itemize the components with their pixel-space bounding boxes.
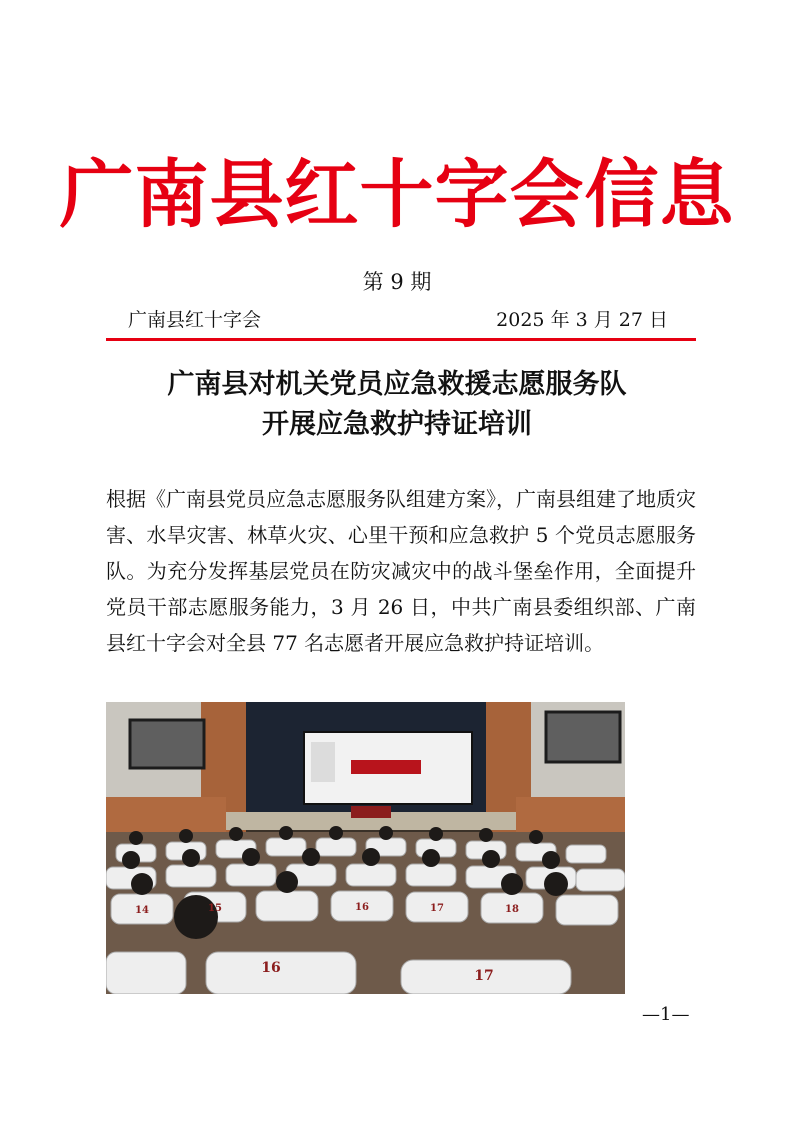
seat-number: 18: [505, 904, 519, 915]
article-paragraph: 根据《广南县党员应急志愿服务队组建方案》，广南县组建了地质灾害、水旱灾害、林草火灾、心里干预和应急救护 5 个党员志愿服务队。为充分发挥基层党员在防灾减灾中的战斗堡垒作用，全面提升党员干部志愿服务能力，3 月 26 日，中共广南县委组织部、广南县红十字会对全县 77 名志愿者开展应急救护持证培训。: [106, 487, 696, 655]
publish-date: 2025 年 3 月 27 日: [496, 309, 668, 331]
seat-number: 17: [430, 903, 444, 914]
article-title-line-2: 开展应急救护持证培训: [262, 409, 532, 440]
seat-number: 15: [208, 903, 222, 914]
seat-number: 16: [355, 902, 369, 913]
article-title-line-1: 广南县对机关党员应急救援志愿服务队: [167, 369, 627, 400]
header-divider: [106, 338, 696, 341]
training-photo: [106, 702, 625, 994]
issue-number: 第 9 期: [362, 270, 432, 294]
seat-number: 17: [474, 968, 494, 984]
publisher-org: 广南县红十字会: [128, 309, 262, 331]
seat-number: 14: [135, 905, 149, 916]
masthead-title: 广南县红十字会信息: [59, 152, 735, 238]
seat-number: 16: [261, 960, 281, 976]
page-number: —1—: [642, 1004, 690, 1025]
